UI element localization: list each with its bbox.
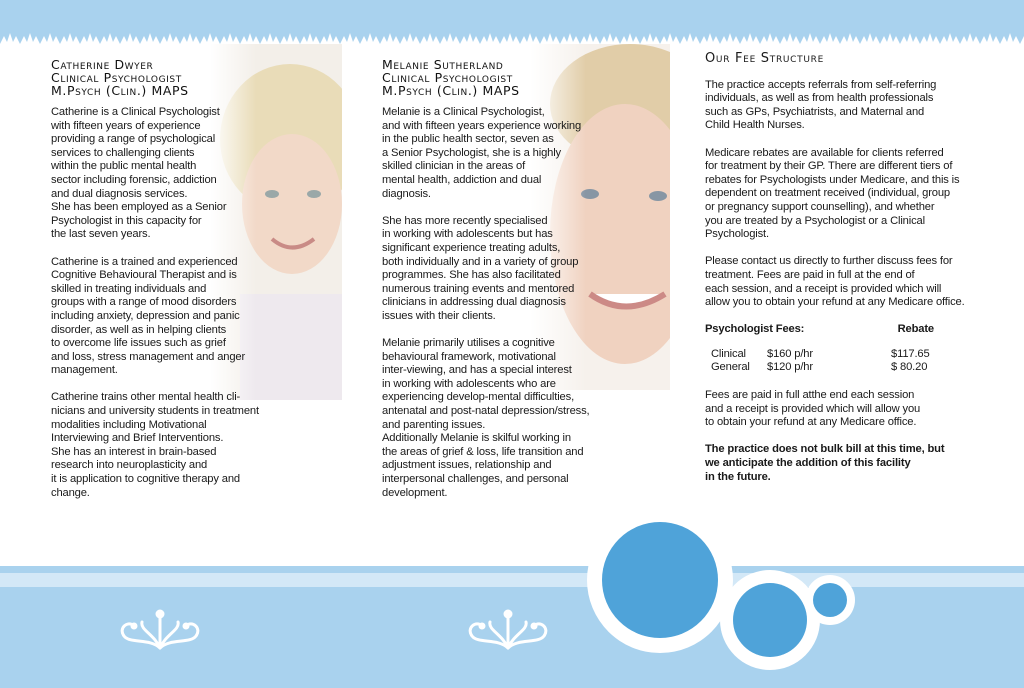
melanie-title: Clinical Psychologist [382, 70, 513, 85]
catherine-heading [51, 58, 281, 97]
fee-price: $120 p/hr [767, 361, 813, 374]
fee-payment-note: Fees are paid in full atthe end each session and a receipt is provided which will allow you to obtain your refund at any Medicare office. [705, 389, 921, 429]
fee-table [705, 323, 940, 375]
melanie-column [382, 58, 612, 514]
melanie-paragraph: Melanie primarily utilises a cognitive behavioural framework, motivational inter-viewing, and has a special interest in working with adolescents who are experiencing develop-mental difficulties, antenatal and post-natal depression/stress, and parenting issues. Additionally Melanie is skilful working in the areas of grief & loss, life transition and adjustment issues, relationship and interpersonal challenges, and personal development. [382, 337, 590, 499]
fee-rebate: $ 80.20 [891, 361, 928, 374]
catherine-title: Clinical Psychologist [51, 70, 182, 85]
floral-ornament-icon [110, 608, 210, 652]
fee-structure-column [705, 52, 1005, 484]
melanie-qualifications: M.Psych (Clin.) MAPS [382, 83, 520, 98]
rebate-header-label: Rebate [897, 323, 934, 336]
scallop-border [0, 30, 1024, 48]
catherine-paragraph: Catherine is a Clinical Psychologist with fifteen years of experience providing a range of psychological services to challenging clients within the public mental health sector including forensic, addiction and dual diagnosis services. She has been employed as a Senior Psychologist in this capacity for the last seven years. [51, 106, 227, 241]
decorative-circle-icon [733, 583, 807, 657]
catherine-name: Catherine Dwyer [51, 57, 154, 72]
decorative-circles [560, 500, 860, 688]
fee-paragraph: The practice accepts referrals from self-referring individuals, as well as from health professionals such as GPs, Psychiatrists, and Maternal and Child Health Nurses. [705, 78, 937, 132]
fee-paragraph: Medicare rebates are available for clients referred for treatment by their GP. There are different tiers of rebates for Psychologists under Medicare, and this is dependent on treatment received (individual, group or pregnancy support counselling), and whether you are treated by a Psychologist or a Clinical Psychologist. [705, 146, 960, 241]
fee-header-label: Psychologist Fees: [705, 323, 805, 336]
catherine-paragraph: Catherine trains other mental health cli- nicians and university students in treatment modalities including Motivational Interviewing and Brief Interventions. She has an interest in brain-based research into neuroplasticity and it is application to cognitive therapy and change. [51, 391, 259, 499]
fee-price: $160 p/hr [767, 347, 813, 360]
fee-kind: Clinical [711, 347, 746, 360]
catherine-qualifications: M.Psych (Clin.) MAPS [51, 83, 189, 98]
fee-rebate: $117.65 [891, 347, 930, 360]
catherine-paragraph: Catherine is a trained and experienced Cognitive Behavioural Therapist and is skilled in treating individuals and groups with a range of mood disorders including anxiety, depression and panic disorder, as well as in helping clients to overcome life issues such as grief and loss, stress management and anger management. [51, 255, 246, 377]
melanie-name: Melanie Sutherland [382, 57, 504, 72]
fee-kind: General [711, 361, 750, 374]
floral-ornament-icon [458, 608, 558, 652]
bottom-stripe [0, 566, 1024, 573]
melanie-paragraph: She has more recently specialised in working with adolescents but has significant experience treating adults, both individually and in a variety of group programmes. She has also facilitated numerous training events and mentored clinicians in addressing dual diagnosis issues with their clients. [382, 214, 579, 322]
bottom-light-band [0, 573, 1024, 587]
fee-paragraph: Please contact us directly to further discuss fees for treatment. Fees are paid in full at the end of each session, and a receipt is provided which will allow you to obtain your refund at any Medicare office. [705, 255, 965, 309]
melanie-heading [382, 58, 612, 97]
fee-table-header [705, 323, 940, 337]
decorative-circle-icon [602, 522, 718, 638]
bulk-bill-note: The practice does not bulk bill at this time, but we anticipate the addition of this facility in the future. [705, 443, 945, 483]
melanie-paragraph: Melanie is a Clinical Psychologist, and with fifteen years experience working in the public health sector, seven as a Senior Psychologist, she is a highly skilled clinician in the areas of mental health, addiction and dual diagnosis. [382, 106, 582, 200]
decorative-circle-icon [813, 583, 847, 617]
catherine-column [51, 58, 281, 514]
fee-structure-title: Our Fee Structure [705, 51, 824, 66]
fee-row [705, 348, 940, 362]
fee-row [705, 361, 940, 375]
